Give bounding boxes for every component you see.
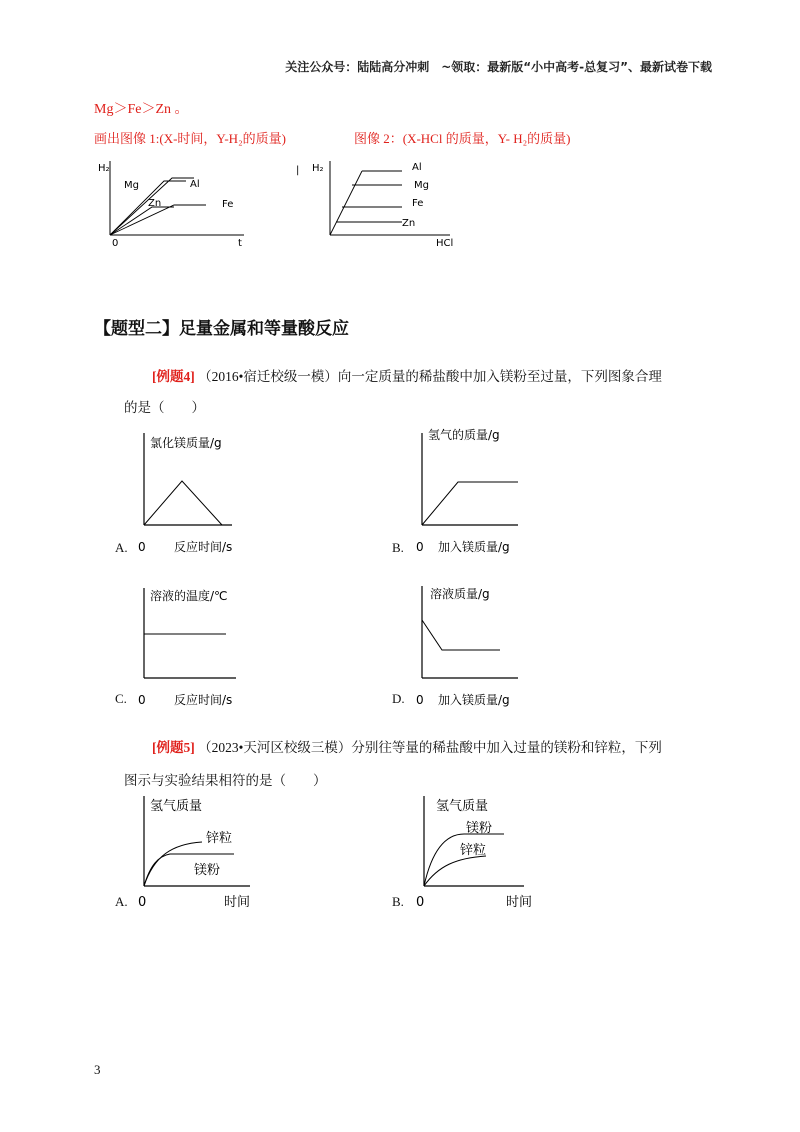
graph2-label-zn: Zn xyxy=(402,218,416,229)
graph1-caption: 画出图像 1:(X-时间，Y-H₂的质量) xyxy=(94,131,286,146)
graph1-origin: 0 xyxy=(112,238,119,249)
ex4-c-xlabel: 反应时间/s xyxy=(174,693,233,707)
ex4-b-ylabel: 氢气的质量/g xyxy=(428,428,500,442)
graph1-label-fe: Fe xyxy=(222,199,234,210)
ex4-option-b-graph[interactable] xyxy=(408,425,548,560)
section-title: 【题型二】足量金属和等量酸反应 xyxy=(94,319,349,339)
ex4-option-c-graph[interactable] xyxy=(130,580,270,715)
ex5-a-xlabel: 时间 xyxy=(224,895,251,910)
graph2-label-al: Al xyxy=(412,162,422,173)
example5-label: [例题5] xyxy=(152,740,195,755)
ex5-b-origin: 0 xyxy=(416,895,425,910)
ex4-c-origin: 0 xyxy=(138,693,146,707)
ex4-option-a-letter[interactable]: A. xyxy=(115,540,128,555)
ex5-a-label-top: 锌粒 xyxy=(206,831,233,846)
ex5-b-label-bottom: 锌粒 xyxy=(460,843,487,858)
ex4-d-origin: 0 xyxy=(416,693,424,707)
ex4-a-xlabel: 反应时间/s xyxy=(174,540,233,554)
ex4-b-xlabel: 加入镁质量/g xyxy=(438,540,510,554)
example4-label: [例题4] xyxy=(152,369,195,384)
ex4-b-origin: 0 xyxy=(416,540,424,554)
ex4-d-ylabel: 溶液质量/g xyxy=(430,587,490,601)
ex5-option-b-letter[interactable]: B. xyxy=(392,894,404,909)
ex4-option-c-letter[interactable]: C. xyxy=(115,691,127,706)
graph1-xlabel: t xyxy=(238,238,242,249)
ex5-b-label-top: 镁粉 xyxy=(466,821,493,836)
example4-source: （2016•宿迁校级一模） xyxy=(198,369,338,384)
ex4-option-d-graph[interactable] xyxy=(408,580,548,715)
graph2-ylabel: H₂ xyxy=(312,163,324,174)
graph1-ylabel: H₂ xyxy=(98,163,110,174)
graph2-xlabel: HCl xyxy=(436,238,454,249)
graph2-label-fe: Fe xyxy=(412,198,424,209)
ex5-a-curve-mg xyxy=(144,854,234,886)
example4-line2: 的是（ ） xyxy=(124,400,205,415)
graph1-label-mg: Mg xyxy=(124,180,139,191)
graph2-label-mg: Mg xyxy=(414,180,429,191)
example5-line2: 图示与实验结果相符的是（ ） xyxy=(124,773,327,788)
ex4-a-origin: 0 xyxy=(138,540,146,554)
ex5-a-origin: 0 xyxy=(138,895,147,910)
ex4-option-d-letter[interactable]: D. xyxy=(392,691,405,706)
ex4-option-b-letter[interactable]: B. xyxy=(392,540,404,555)
ex5-b-xlabel: 时间 xyxy=(506,895,533,910)
ex5-option-b-graph[interactable] xyxy=(408,790,558,915)
ex4-a-curve xyxy=(144,481,222,525)
ex5-a-label-bottom: 镁粉 xyxy=(194,863,221,878)
ex5-b-curve-zinc xyxy=(424,856,486,886)
ex4-d-xlabel: 加入镁质量/g xyxy=(438,693,510,707)
example4-text1: 向一定质量的稀盐酸中加入镁粉至过量，下列图象合理 xyxy=(337,369,662,384)
graph2-h2-vs-hcl xyxy=(290,155,470,250)
ex5-a-ylabel: 氢气质量 xyxy=(150,799,203,814)
graph1-label-zn: Zn xyxy=(148,198,162,209)
example5-text1: 分别往等量的稀盐酸中加入过量的镁粉和锌粒，下列 xyxy=(351,740,662,755)
ex5-option-a-letter[interactable]: A. xyxy=(115,894,128,909)
graph1-label-al: Al xyxy=(190,179,200,190)
reactivity-order: Mg＞Fe＞Zn 。 xyxy=(94,102,189,117)
ex5-b-curve-mg xyxy=(424,834,504,886)
graph2-common-slope xyxy=(330,171,362,235)
ex5-option-a-graph[interactable] xyxy=(128,790,278,915)
header-note: 关注公众号：陆陆高分冲刺 ~领取：最新版“小中高考-总复习”、最新试卷下载 xyxy=(285,60,712,74)
example4-line1 xyxy=(152,367,662,387)
ex4-c-ylabel: 溶液的温度/℃ xyxy=(150,589,228,603)
ex4-d-curve xyxy=(422,620,500,650)
ex4-b-curve xyxy=(422,482,518,525)
graph2-caption: 图像 2：(X-HCl 的质量，Y- H₂的质量) xyxy=(354,131,571,146)
ex4-option-a-graph[interactable] xyxy=(130,425,270,560)
example5-line1 xyxy=(152,738,662,758)
ex4-a-ylabel: 氯化镁质量/g xyxy=(150,436,222,450)
graph2-marker: | xyxy=(296,165,300,176)
ex5-b-ylabel: 氢气质量 xyxy=(436,799,489,814)
graph1-h2-vs-time xyxy=(94,155,264,250)
page-number: 3 xyxy=(94,1062,101,1077)
example5-source: （2023•天河区校级三模） xyxy=(198,740,352,755)
